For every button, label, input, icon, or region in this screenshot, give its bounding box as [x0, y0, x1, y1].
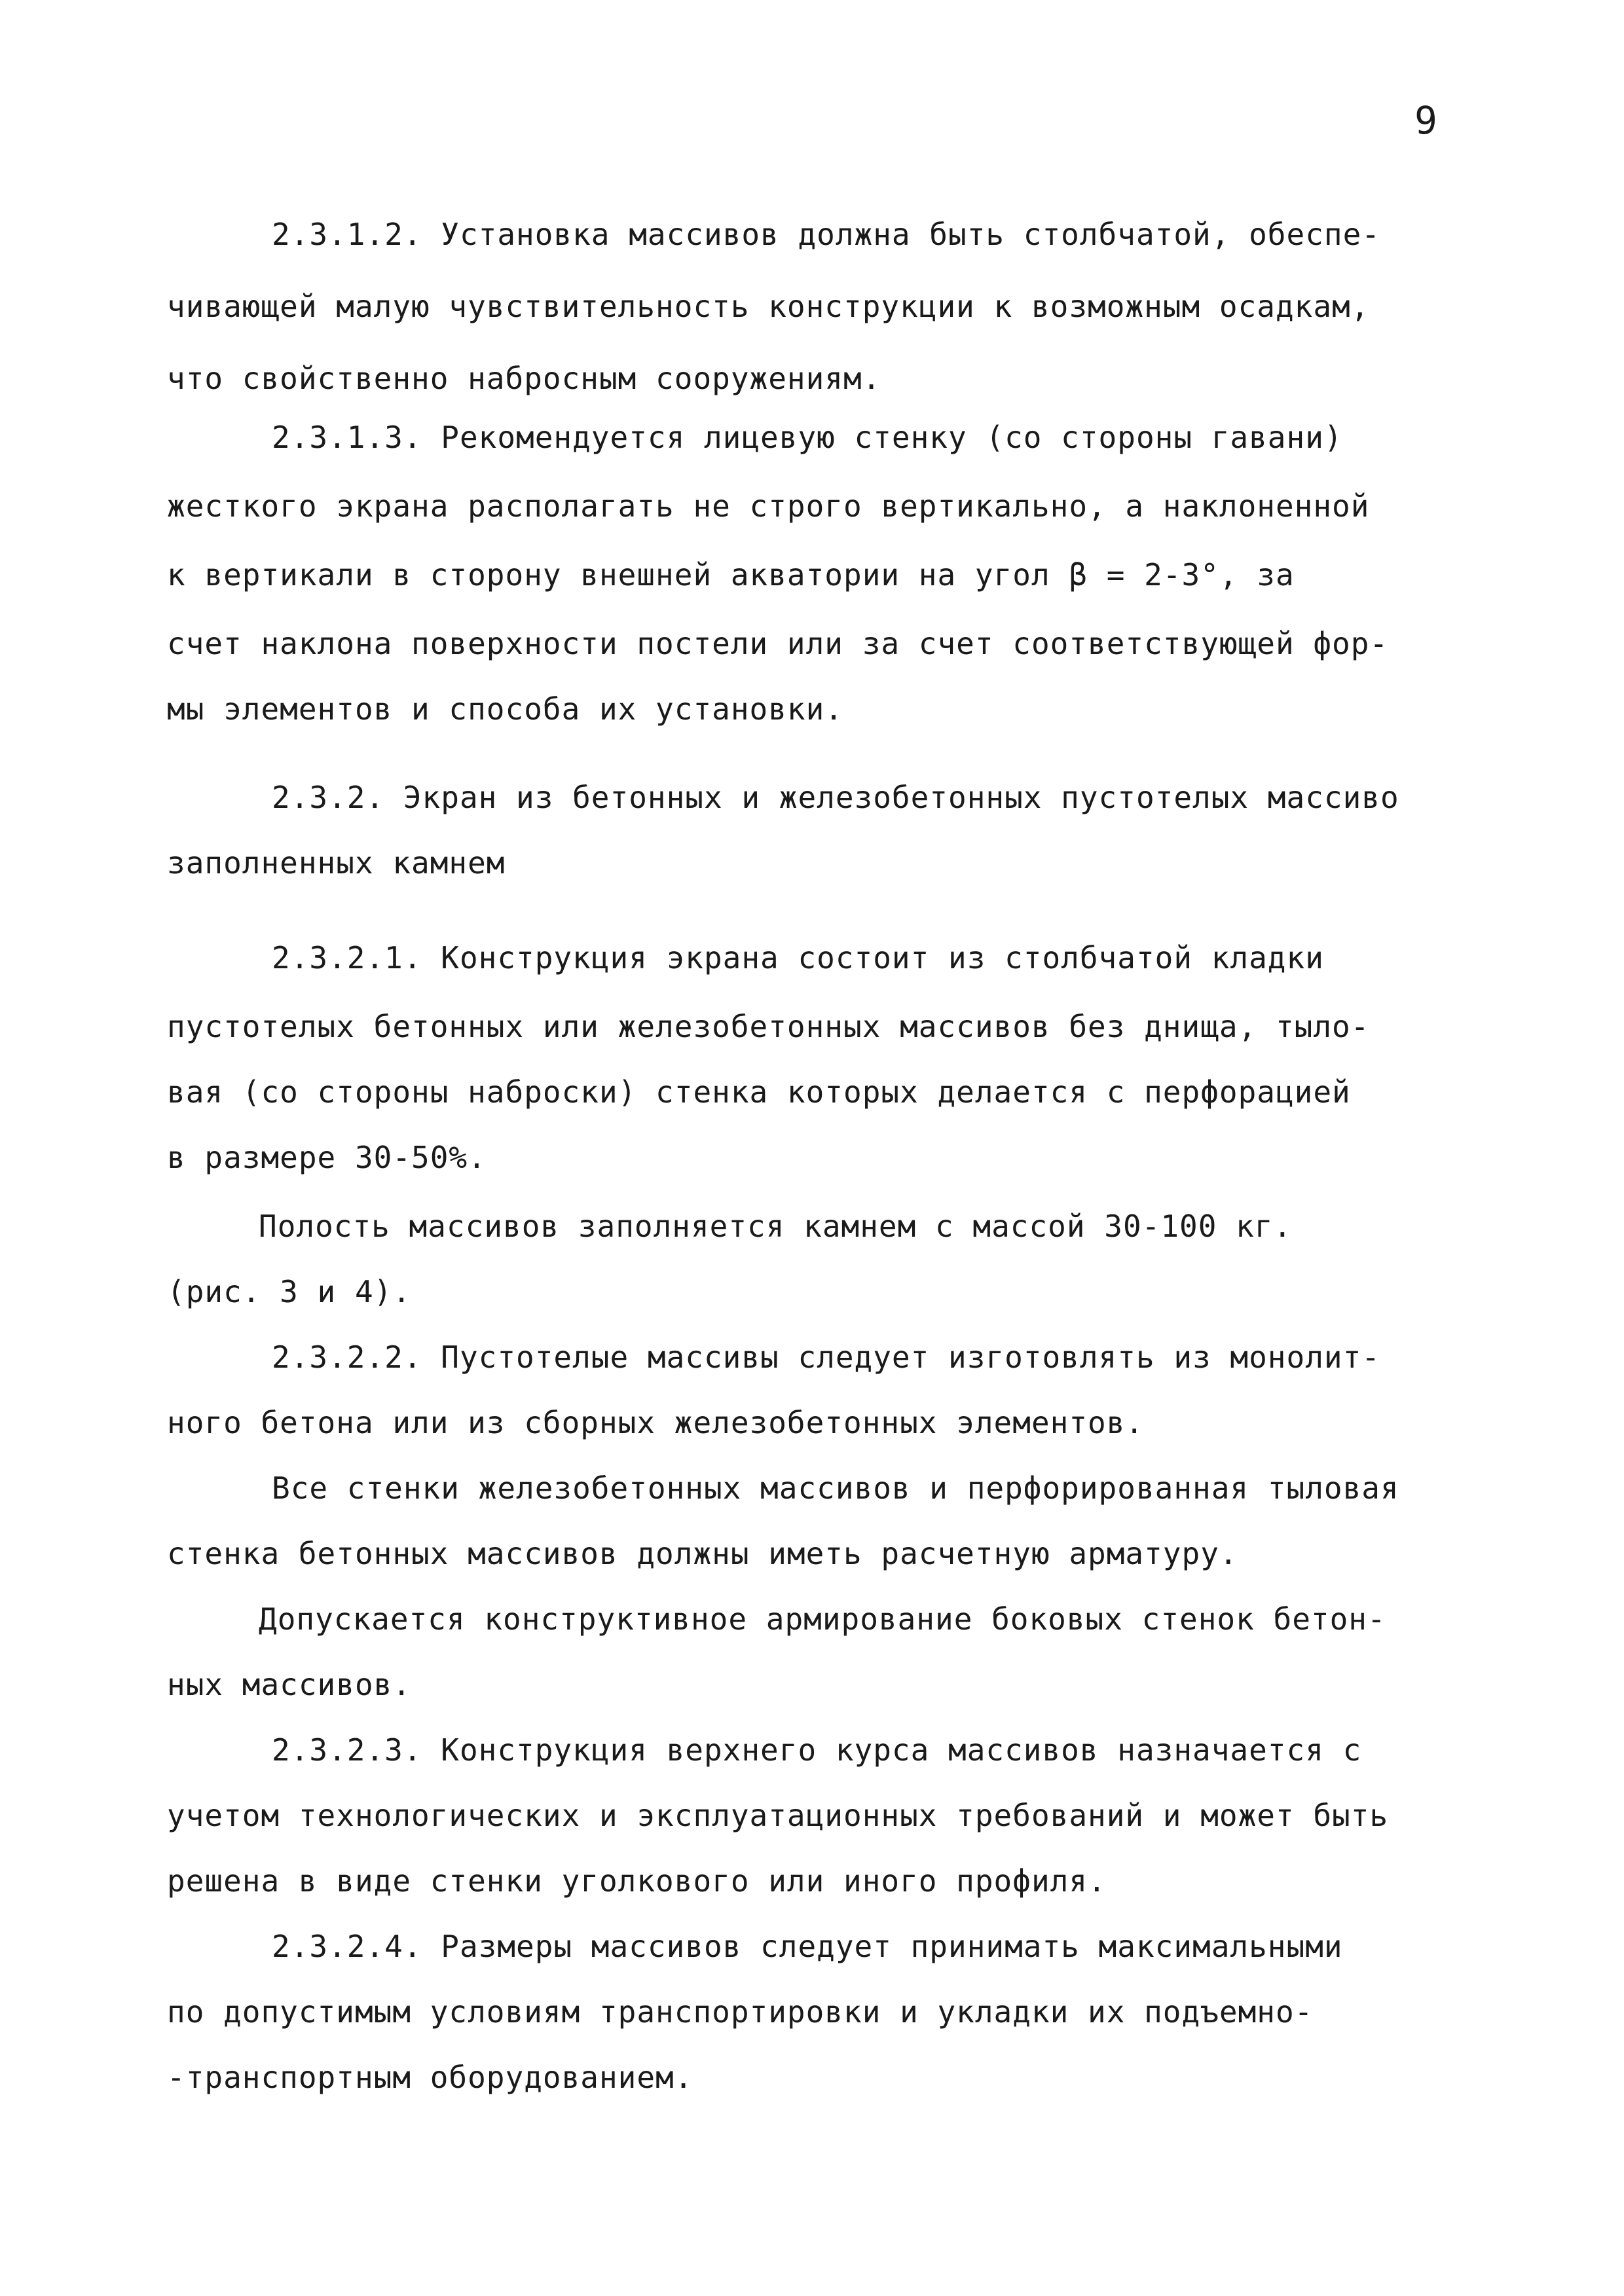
text-line: решена в виде стенки уголкового или иного профиля.	[167, 1863, 1107, 1899]
text-line: 2.3.2.4. Размеры массивов следует принимать максимальными	[272, 1929, 1343, 1964]
text-line: счет наклона поверхности постели или за счет соответствующей фор-	[167, 626, 1389, 661]
text-line: мы элементов и способа их установки.	[167, 691, 843, 727]
text-line: ных массивов.	[167, 1667, 412, 1702]
text-line: жесткого экрана располагать не строго вертикально, а наклоненной	[167, 488, 1370, 524]
text-line: пустотелых бетонных или железобетонных массивов без днища, тыло-	[167, 1009, 1370, 1044]
text-line: Все стенки железобетонных массивов и перфорированная тыловая	[272, 1470, 1399, 1506]
text-line: по допустимым условиям транспортировки и укладки их подъемно-	[167, 1994, 1314, 2030]
text-line: к вертикали в сторону внешней акватории на угол β = 2-3°, за	[167, 557, 1295, 592]
text-line: 2.3.2.1. Конструкция экрана состоит из столбчатой кладки	[272, 940, 1324, 975]
text-line: Полость массивов заполняется камнем с массой 30-100 кг.	[259, 1209, 1293, 1244]
text-line: (рис. 3 и 4).	[167, 1274, 412, 1309]
text-line: 2.3.2.3. Конструкция верхнего курса массивов назначается с	[272, 1732, 1362, 1768]
text-line: что свойственно набросным сооружениям.	[167, 361, 881, 396]
text-line: Допускается конструктивное армирование боковых стенок бетон-	[259, 1601, 1386, 1637]
section-heading: 2.3.2. Экран из бетонных и железобетонных пустотелых массиво	[272, 780, 1399, 815]
text-line: 2.3.2.2. Пустотелые массивы следует изготовлять из монолит-	[272, 1339, 1380, 1375]
text-line: чивающей малую чувствительность конструкции к возможным осадкам,	[167, 289, 1370, 324]
text-line: учетом технологических и эксплуатационных требований и может быть	[167, 1798, 1389, 1833]
text-line: ного бетона или из сборных железобетонных элементов.	[167, 1405, 1145, 1440]
page-number: 9	[1414, 98, 1438, 143]
text-line: вая (со стороны наброски) стенка которых делается с перфорацией	[167, 1074, 1351, 1110]
section-heading: заполненных камнем	[167, 845, 506, 881]
text-line: -транспортным оборудованием.	[167, 2060, 693, 2095]
text-line: в размере 30-50%.	[167, 1140, 487, 1175]
text-line: 2.3.1.3. Рекомендуется лицевую стенку (со стороны гавани)	[272, 420, 1343, 455]
text-line: стенка бетонных массивов должны иметь расчетную арматуру.	[167, 1536, 1238, 1571]
text-line: 2.3.1.2. Установка массивов должна быть столбчатой, обеспе-	[272, 217, 1380, 252]
